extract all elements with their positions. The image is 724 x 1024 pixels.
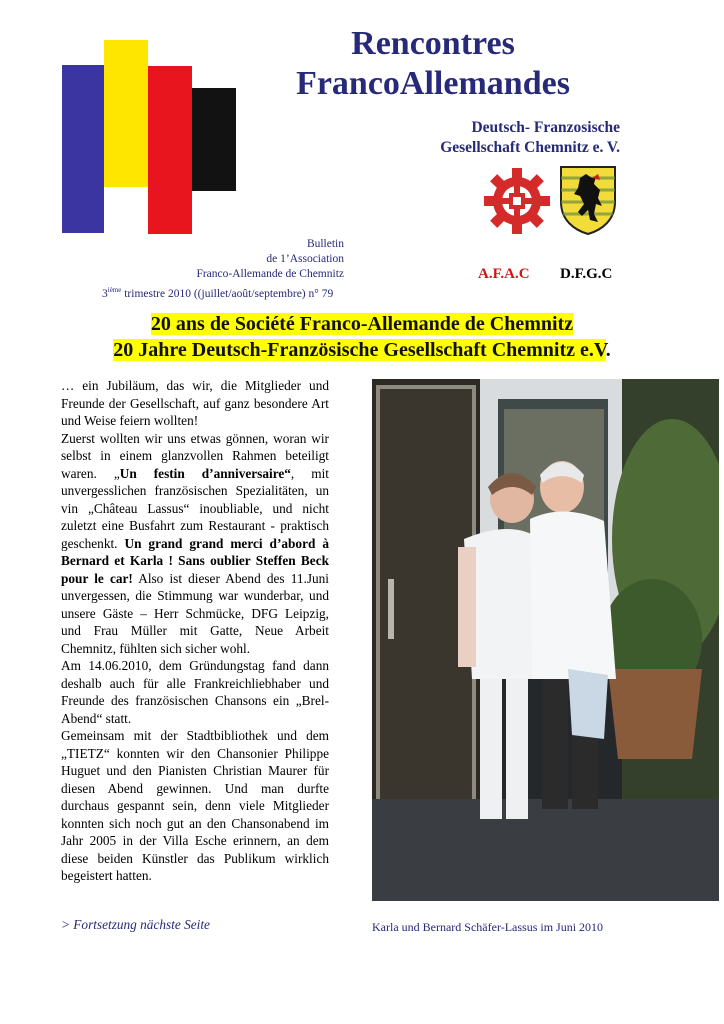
masthead-title bbox=[248, 24, 618, 104]
issue-ordinal: 3 bbox=[102, 287, 108, 300]
title-line-2: FrancoAllemandes bbox=[296, 65, 570, 102]
photo-illustration bbox=[372, 379, 719, 901]
org-afac: A.F.A.C bbox=[478, 266, 530, 282]
headline-french bbox=[0, 312, 724, 336]
article-p2-merci: Un grand grand merci d’abord à Bernard et Karla ! Sans oublier Steffen Beck pour le car! bbox=[61, 535, 329, 586]
article-paragraph-4: Gemeinsam mit der Stadtbibliothek und dem „TIETZ“ konnten wir den Chansonier Philippe Huguet und den Pianisten Christian Maurer für diesen Abend gewinnen. Und man durfte durchaus gespannt sein, denn viele Mitglieder konnten sich noch gut an den Chansonabend im Jahr 2005 in der Villa Esche erinnern, an dem diese beiden Künstler das Publikum wirklich begeistert hatten. bbox=[61, 728, 329, 883]
article-p2-middle: , mit unvergesslichen französischen Spezialitäten, un vin „Château Lassus“ inoubliable, und nicht zuletzt eine Busfahrt zum Restaurant - praktisch geschenkt. bbox=[61, 465, 329, 551]
article-p2-end: Also ist dieser Abend des 11.Juni unvergessen, die Stimmung war wunderbar, und unsere Gäste – Herr Schmücke, DFG Leipzig, und Frau Müller mit Gatte, Neue Arbeit Chemnitz, fühlten sich sicher wohl. bbox=[61, 570, 329, 656]
subtitle-line-2: Gesellschaft Chemnitz e. V. bbox=[440, 139, 620, 156]
subtitle-line-1: Deutsch- Franzosische bbox=[471, 119, 620, 136]
headline-german-text: 20 Jahre Deutsch-Französische Gesellschaft Chemnitz e.V bbox=[113, 339, 606, 361]
red-cogwheel-emblem-icon bbox=[482, 166, 552, 236]
bulletin-line-1: Bulletin bbox=[306, 238, 344, 250]
logo-bar-blue bbox=[62, 65, 104, 233]
logo-bar-yellow bbox=[104, 40, 148, 187]
continue-link[interactable]: > Fortsetzung nächste Seite bbox=[61, 917, 210, 932]
title-line-1: Rencontres bbox=[351, 25, 515, 62]
photo-caption: Karla und Bernard Schäfer-Lassus im Juni 2010 bbox=[372, 920, 604, 934]
bulletin-line-3: Franco-Allemande de Chemnitz bbox=[196, 268, 344, 280]
headline-german bbox=[0, 338, 724, 362]
photo bbox=[372, 379, 719, 901]
issue-ordinal-suffix: ième bbox=[107, 286, 122, 294]
masthead-subtitle bbox=[440, 118, 620, 158]
article-paragraph-1: … ein Jubiläum, das wir, die Mitglieder und Freunde der Gesellschaft, auf ganz besondere Art und Weise feiern wollten! bbox=[61, 378, 329, 428]
logo-bar-red bbox=[148, 66, 192, 234]
article-paragraph-3: Am 14.06.2010, dem Gründungstag fand dann deshalb auch für alle Frankreichliebhaber und Freunde des französischen Chansons ein „Brel-Abend“ statt. bbox=[61, 658, 329, 726]
article-body bbox=[61, 377, 329, 885]
article-paragraph-2 bbox=[61, 430, 329, 658]
issue-line bbox=[102, 283, 333, 301]
bulletin-line-2: de 1’Association bbox=[266, 253, 344, 265]
bulletin-info bbox=[196, 237, 344, 282]
article-p2-festin: Un festin d’anniversaire“ bbox=[119, 465, 291, 481]
headline-french-text: 20 ans de Société Franco-Allemande de Chemnitz bbox=[150, 313, 574, 335]
issue-trimestre: trimestre 2010 ((juillet/août/septembre) n° 79 bbox=[121, 287, 334, 300]
coat-of-arms-lion-icon bbox=[558, 164, 618, 236]
logo-bar-black bbox=[192, 88, 236, 191]
headline-german-period: . bbox=[605, 339, 611, 361]
org-dfgc: D.F.G.C bbox=[560, 266, 613, 282]
article-p2-intro: Zuerst wollten wir uns etwas gönnen, woran wir selbst in einem glanzvollen Rahmen beteiligt waren. „ bbox=[61, 430, 329, 481]
